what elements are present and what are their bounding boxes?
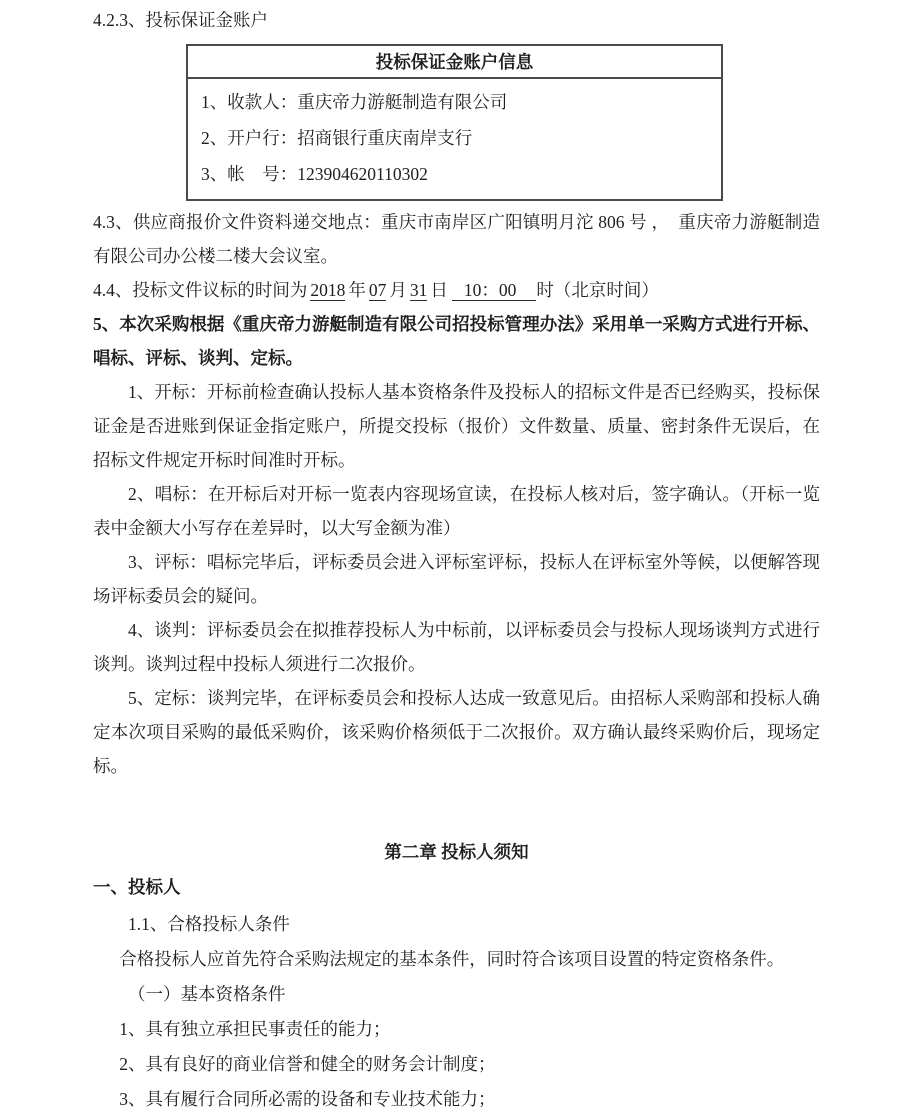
section-4-3-paragraph: 4.3、供应商报价文件资料递交地点：重庆市南岸区广阳镇明月沱 806 号 ， 重庆帝力游艇制造有限公司办公楼二楼大会议室。 — [93, 212, 820, 266]
qualification-item-2: 2、具有良好的商业信誉和健全的财务会计制度； — [119, 1054, 496, 1074]
year-unit: 年 — [348, 280, 366, 300]
step-read-bid: 2、唱标：在开标后对开标一览表内容现场宣读，在投标人核对后，签字确认。（开标一览表中金额大小写存在差异时，以大写金额为准） — [93, 484, 820, 538]
deposit-payee-line: 1、收款人：重庆帝力游艇制造有限公司 — [201, 92, 508, 112]
month-unit: 月 — [389, 280, 407, 300]
chapter-2-title: 第二章 投标人须知 — [384, 842, 529, 862]
qualification-item-3: 3、具有履行合同所必需的设备和专业技术能力； — [119, 1089, 496, 1109]
chapter-2-section-1-heading: 一、投标人 — [93, 877, 181, 897]
step-evaluate-bid: 3、评标：唱标完毕后，评标委员会进入评标室评标，投标人在评标室外等候，以便解答现场评标委员会的疑问。 — [93, 552, 820, 606]
chapter-2-section — [93, 835, 820, 1117]
deposit-table-header-row — [187, 45, 722, 78]
deposit-account-table — [186, 44, 723, 201]
bid-month-value: 07 — [368, 280, 387, 300]
step-award: 5、定标：谈判完毕，在评标委员会和投标人达成一致意见后。由招标人采购部和投标人确定本次项目采购的最低采购价，该采购价格须低于二次报价。双方确认最终采购价后，现场定标。 — [93, 688, 820, 776]
section-1-1-heading: 1.1、合格投标人条件 — [128, 914, 290, 934]
qualified-bidder-paragraph: 合格投标人应首先符合采购法规定的基本条件，同时符合该项目设置的特定资格条件。 — [119, 949, 785, 969]
step-negotiate: 4、谈判：评标委员会在拟推荐投标人为中标前，以评标委员会与投标人现场谈判方式进行谈判。谈判过程中投标人须进行二次报价。 — [93, 620, 820, 674]
deposit-bank-line: 2、开户行：招商银行重庆南岸支行 — [201, 128, 473, 148]
deposit-table-body-row — [187, 78, 722, 200]
section-4-4-paragraph — [93, 273, 820, 307]
bid-year-value: 2018 — [310, 280, 346, 300]
section-4-4-prefix: 4.4、投标文件议标的时间为 — [93, 280, 308, 300]
day-unit: 日 — [430, 280, 448, 300]
basic-qualification-heading: （一）基本资格条件 — [128, 984, 286, 1004]
qualification-item-1: 1、具有独立承担民事责任的能力； — [119, 1019, 391, 1039]
deposit-table-title: 投标保证金账户信息 — [187, 45, 722, 78]
section-5-paragraph: 5、本次采购根据《重庆帝力游艇制造有限公司招投标管理办法》采用单一采购方式进行开标、唱标、评标、谈判、定标。 — [93, 314, 820, 368]
bid-time-value: 10：00 — [452, 280, 537, 301]
bid-day-value: 31 — [409, 280, 428, 300]
section-4-2-3-heading: 4.2.3、投标保证金账户 — [93, 10, 268, 30]
deposit-account-number-line: 3、帐 号：123904620110302 — [201, 164, 428, 184]
section-4-4-suffix: 时（北京时间） — [536, 280, 659, 300]
deposit-table-body-cell — [187, 78, 722, 200]
step-open-bid: 1、开标：开标前检查确认投标人基本资格条件及投标人的招标文件是否已经购买，投标保证金是否进账到保证金指定账户，所提交投标（报价）文件数量、质量、密封条件无误后，在招标文件规定开标时间准时开标。 — [93, 382, 820, 470]
